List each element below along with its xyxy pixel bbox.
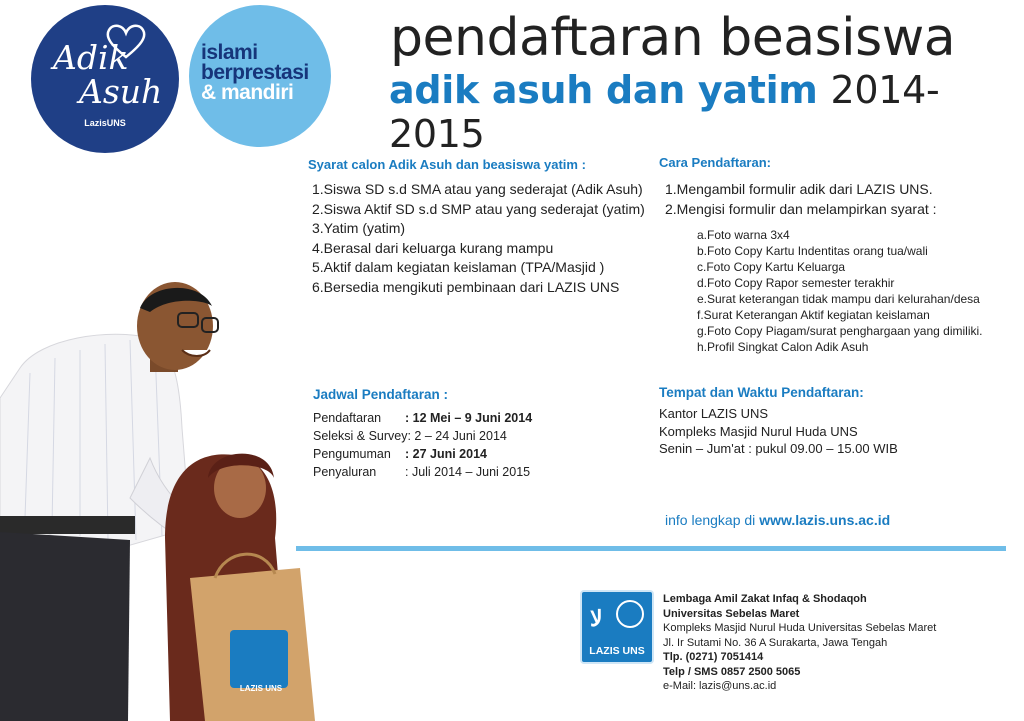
requirements-heading: Syarat calon Adik Asuh dan beasiswa yatim :	[308, 157, 586, 172]
list-item: 3.Yatim (yatim)	[312, 220, 406, 236]
footer-university: Universitas Sebelas Maret	[663, 607, 800, 620]
list-item: 2.Siswa Aktif SD s.d SMP atau yang sederajat (yatim)	[312, 200, 645, 217]
footer-address-2: Jl. Ir Sutami No. 36 A Surakarta, Jawa Tengah	[663, 636, 888, 649]
list-item: 2.Mengisi formulir dan melampirkan syarat :	[665, 200, 937, 217]
schedule-heading: Jadwal Pendaftaran :	[313, 387, 449, 402]
list-item: c.Foto Copy Kartu Keluarga	[697, 260, 846, 274]
location-line: Kompleks Masjid Nurul Huda UNS	[659, 423, 858, 439]
footer-address-1: Kompleks Masjid Nurul Huda Universitas Sebelas Maret	[663, 622, 937, 634]
lazis-logo-label: LAZIS UNS	[589, 645, 645, 657]
info-line	[665, 512, 890, 528]
subtitle-year: 2014-2015	[389, 68, 940, 156]
footer-contact	[663, 592, 936, 694]
requirements-list	[312, 180, 645, 297]
university-seal-icon	[616, 600, 644, 628]
page-title: pendaftaran beasiswa	[390, 8, 956, 68]
schedule-section	[313, 387, 532, 481]
tagline-text	[201, 43, 309, 103]
page-subtitle	[389, 68, 1024, 156]
tagline-badge	[189, 5, 331, 147]
divider	[296, 546, 1006, 551]
schedule-table	[313, 409, 532, 481]
location-line: Senin – Jum'at : pukul 09.00 – 15.00 WIB	[659, 441, 898, 456]
list-item: d.Foto Copy Rapor semester terakhir	[697, 276, 895, 290]
info-url-link[interactable]: www.lazis.uns.ac.id	[759, 512, 891, 528]
list-item: a.Foto warna 3x4	[697, 228, 790, 242]
footer-email[interactable]: e-Mail: lazis@uns.ac.id	[663, 680, 777, 692]
location-section	[659, 385, 898, 458]
table-row	[313, 463, 532, 481]
footer-phone: Tlp. (0271) 7051414	[663, 651, 764, 663]
volunteer-with-child-photo	[0, 278, 335, 721]
footer-sms: Telp / SMS 0857 2500 5065	[663, 665, 801, 678]
footer-org-name: Lembaga Amil Zakat Infaq & Shodaqoh	[663, 593, 867, 605]
list-item: 1.Mengambil formulir adik dari LAZIS UNS.	[665, 181, 933, 197]
list-item: h.Profil Singkat Calon Adik Asuh	[697, 340, 869, 354]
schedule-label: Pendaftaran	[313, 411, 382, 425]
table-row	[313, 427, 532, 445]
adik-asuh-logo	[31, 5, 179, 153]
list-item: 1.Siswa SD s.d SMA atau yang sederajat (Adik Asuh)	[312, 181, 643, 197]
logo-org-name: LazisUNS	[84, 118, 126, 128]
list-item: 6.Bersedia mengikuti pembinaan dari LAZIS UNS	[312, 278, 620, 295]
tagline-line-3: & mandiri	[201, 81, 294, 104]
requirements-section	[308, 157, 645, 297]
schedule-value: : Juli 2014 – Juni 2015	[405, 465, 531, 479]
attachments-list	[697, 227, 983, 355]
schedule-value: : 27 Juni 2014	[405, 447, 487, 461]
list-item: 5.Aktif dalam kegiatan keislaman (TPA/Masjid )	[312, 259, 605, 275]
subtitle-bold: adik asuh dan yatim	[389, 68, 818, 112]
list-item: g.Foto Copy Piagam/surat penghargaan yang dimiliki.	[697, 324, 983, 338]
location-lines	[659, 405, 898, 458]
list-item: b.Foto Copy Kartu Indentitas orang tua/wali	[697, 244, 928, 258]
schedule-label: Pengumuman	[313, 447, 391, 461]
table-row	[313, 409, 532, 427]
procedure-heading: Cara Pendaftaran:	[659, 155, 771, 170]
schedule-value: : 12 Mei – 9 Juni 2014	[405, 411, 533, 425]
tagline-line-2: berprestasi	[201, 61, 309, 84]
logo-word-asuh: Asuh	[79, 72, 163, 111]
schedule-value: : 2 – 24 Juni 2014	[407, 429, 507, 443]
bag-logo-label: LAZIS UNS	[239, 684, 283, 693]
lazis-uns-logo	[580, 590, 654, 664]
calligraphy-mark-icon: ﻻ	[590, 606, 603, 632]
location-heading: Tempat dan Waktu Pendaftaran:	[659, 385, 864, 400]
list-item: e.Surat keterangan tidak mampu dari kelurahan/desa	[697, 292, 980, 306]
list-item: f.Surat Keterangan Aktif kegiatan keislaman	[697, 308, 930, 322]
location-line: Kantor LAZIS UNS	[659, 406, 769, 421]
schedule-label: Penyaluran	[313, 465, 377, 479]
info-prefix: info lengkap di	[665, 512, 760, 528]
schedule-label: Seleksi & Survey	[313, 429, 408, 443]
tagline-line-1: islami	[201, 41, 258, 64]
table-row	[313, 445, 532, 463]
procedure-section	[659, 155, 983, 355]
procedure-steps	[665, 180, 983, 219]
list-item: 4.Berasal dari keluarga kurang mampu	[312, 239, 554, 256]
logo-word-adik: Adik	[53, 38, 129, 77]
